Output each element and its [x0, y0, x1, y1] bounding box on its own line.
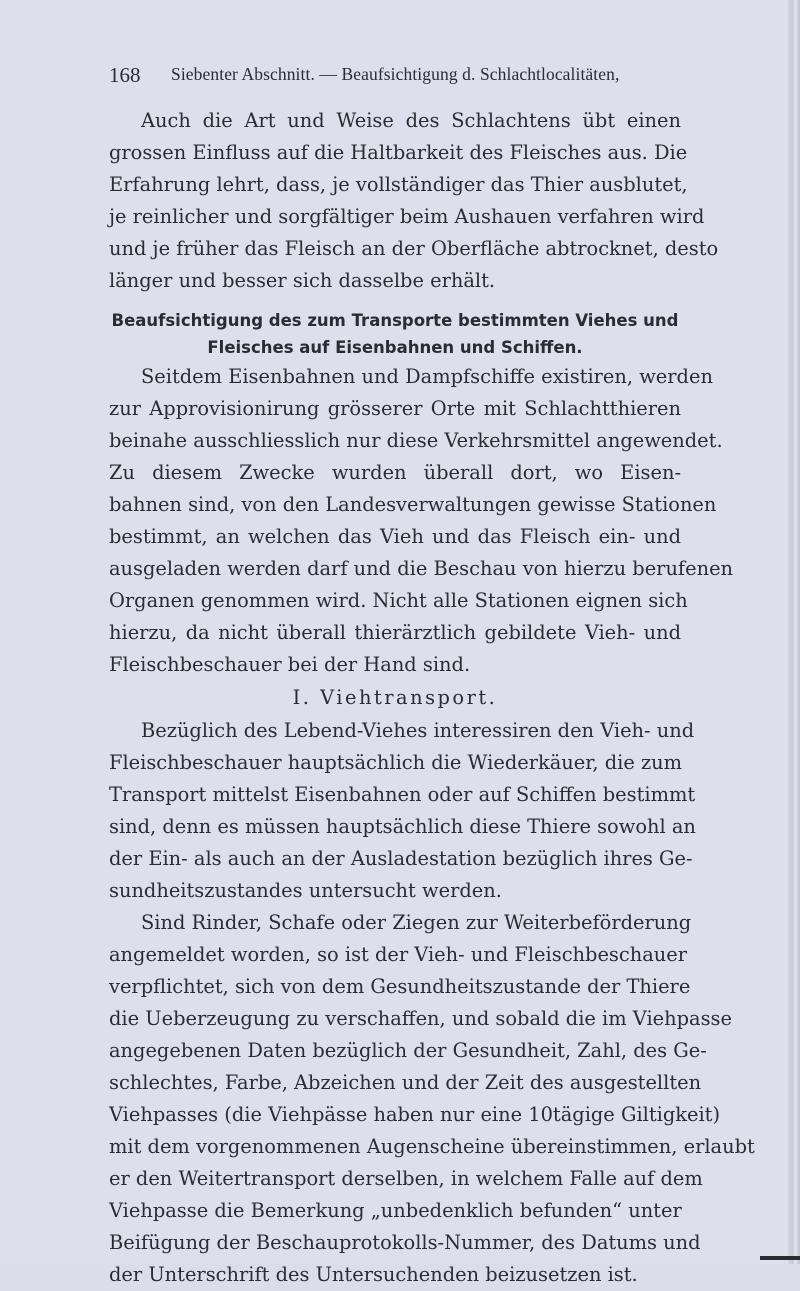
text-line: der Ein- als auch an der Ausladestation bezüglich ihres Ge- [109, 847, 693, 870]
text-line: die Ueberzeugung zu verschaffen, und sobald die im Viehpasse [109, 1007, 732, 1030]
section-heading-line: Fleisches auf Eisenbahnen und Schiffen. [207, 338, 583, 357]
text-line: Auch die Art und Weise des Schlachtens übt einen [141, 109, 681, 132]
text-line: Beifügung der Beschauprotokolls-Nummer, des Datums und [109, 1231, 701, 1254]
text-line: bahnen sind, von den Landesverwaltungen gewisse Stationen [109, 493, 717, 516]
text-line: Fleischbeschauer bei der Hand sind. [109, 653, 471, 676]
subsection-heading: I. Viehtransport. [292, 686, 498, 709]
paragraph-cattle-transport [109, 907, 755, 1291]
running-head: Siebenter Abschnitt. — Beaufsichtigung d. Schlachtlocalitäten, [171, 64, 620, 84]
text-line: der Unterschrift des Untersuchenden beizusetzen ist. [109, 1263, 638, 1286]
text-line: angegebenen Daten bezüglich der Gesundheit, Zahl, des Ge- [109, 1039, 707, 1062]
text-line: zur Approvisionirung grösserer Orte mit Schlachtthieren [109, 397, 681, 420]
text-line: ausgeladen werden darf und die Beschau von hierzu berufenen [109, 557, 734, 580]
section-heading [109, 307, 681, 361]
page-header [109, 63, 689, 89]
text-line: Transport mittelst Eisenbahnen oder auf Schiffen bestimmt [109, 783, 696, 806]
page-number: 168 [109, 63, 141, 87]
text-line: Erfahrung lehrt, dass, je vollständiger das Thier ausblutet, [109, 173, 688, 196]
text-line: Fleischbeschauer hauptsächlich die Wiederkäuer, die zum [109, 751, 683, 774]
text-line: Organen genommen wird. Nicht alle Stationen eignen sich [109, 589, 688, 612]
text-line: Zu diesem Zwecke wurden überall dort, wo Eisen- [109, 461, 681, 484]
text-line: schlechtes, Farbe, Abzeichen und der Zeit des ausgestellten [109, 1071, 702, 1094]
body-text [109, 105, 755, 1291]
text-line: und je früher das Fleisch an der Oberfläche abtrocknet, desto [109, 237, 719, 260]
page-edge-shadow [760, 1256, 800, 1260]
text-line: sundheitszustandes untersucht werden. [109, 879, 502, 902]
text-line: angemeldet worden, so ist der Vieh- und Fleischbeschauer [109, 943, 688, 966]
text-line: beinahe ausschliesslich nur diese Verkehrsmittel angewendet. [109, 429, 723, 452]
text-line: verpflichtet, sich von dem Gesundheitszustande der Thiere [109, 975, 691, 998]
page-edge [788, 0, 800, 1264]
section-heading-line: Beaufsichtigung des zum Transporte bestimmten Viehes und [111, 311, 679, 330]
text-line: hierzu, da nicht überall thierärztlich gebildete Vieh- und [109, 621, 681, 644]
paragraph-railways-ships [109, 361, 734, 681]
text-line: Viehpasses (die Viehpässe haben nur eine 10tägige Giltigkeit) [109, 1103, 721, 1126]
text-line: er den Weitertransport derselben, in welchem Falle auf dem [109, 1167, 703, 1190]
text-line: Viehpasse die Bemerkung „unbedenklich befunden“ unter [109, 1199, 682, 1222]
text-line: je reinlicher und sorgfältiger beim Aushauen verfahren wird [109, 205, 705, 228]
text-line: sind, denn es müssen hauptsächlich diese Thiere sowohl an [109, 815, 696, 838]
paragraph-live-animals [109, 715, 696, 907]
text-line: Bezüglich des Lebend-Viehes interessiren den Vieh- und [141, 719, 695, 742]
text-line: grossen Einfluss auf die Haltbarkeit des Fleisches aus. Die [109, 141, 688, 164]
text-line: bestimmt, an welchen das Vieh und das Fleisch ein- und [109, 525, 681, 548]
text-line: Sind Rinder, Schafe oder Ziegen zur Weiterbeförderung [141, 911, 692, 934]
text-line: länger und besser sich dasselbe erhält. [109, 269, 496, 292]
text-line: Seitdem Eisenbahnen und Dampfschiffe existiren, werden [141, 365, 713, 388]
paragraph-slaughter-method [109, 105, 719, 297]
text-line: mit dem vorgenommenen Augenscheine übereinstimmen, erlaubt [109, 1135, 755, 1158]
